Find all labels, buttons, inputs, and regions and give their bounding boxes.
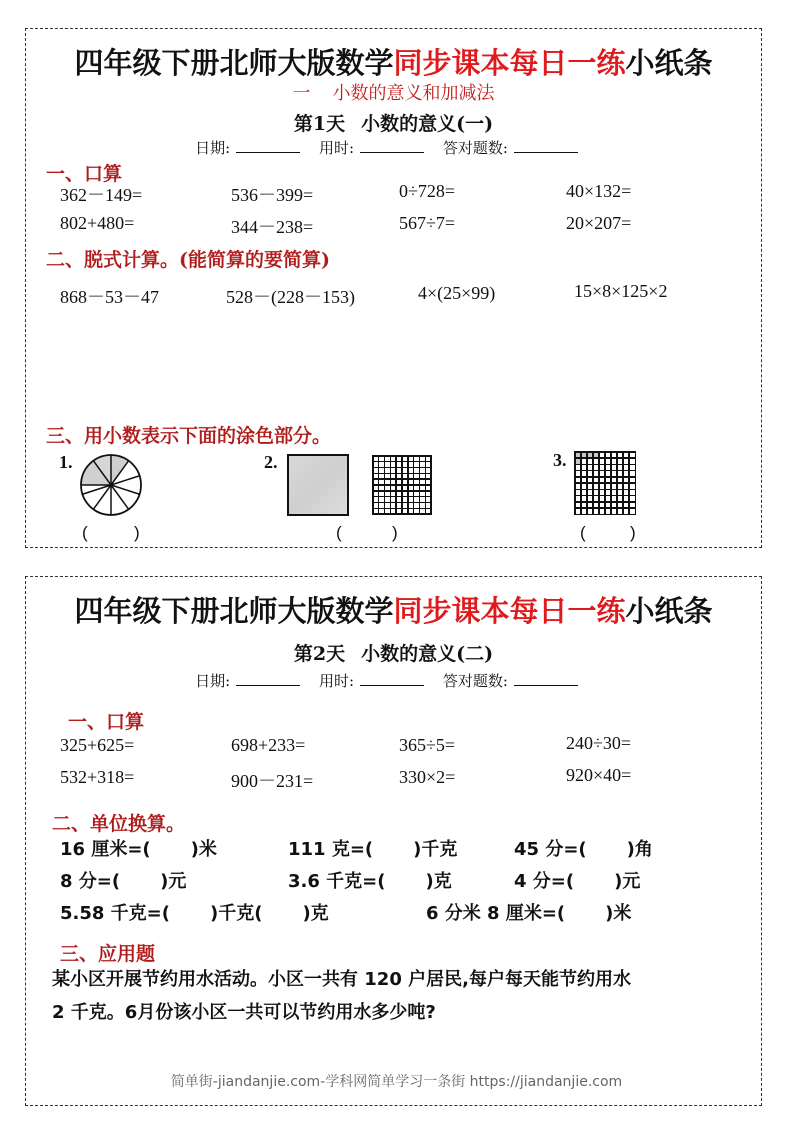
- grid-cell: [618, 509, 623, 514]
- grid-cell: [426, 492, 430, 496]
- grid-cell: [582, 478, 587, 483]
- grid-cell: [385, 462, 389, 466]
- grid-cell: [426, 503, 430, 507]
- grid-cell: [374, 474, 378, 478]
- grid-cell: [606, 465, 611, 470]
- grid-cell: [588, 453, 593, 458]
- grid-cell: [374, 457, 378, 461]
- step-calc-item: 868－53－47: [60, 287, 159, 307]
- grid-cell: [397, 468, 401, 472]
- grid-cell: [391, 503, 395, 507]
- grid-cell: [414, 503, 418, 507]
- grid-cell: [379, 480, 383, 484]
- grid-cell: [420, 509, 424, 513]
- grid-cell: [403, 492, 407, 496]
- meta-row: [26, 670, 761, 691]
- grid-cell: [426, 462, 430, 466]
- worksheet-banner: [26, 41, 761, 82]
- grid-10x10-figure: [372, 455, 432, 515]
- grid-10x10-shaded-figure: [574, 451, 636, 515]
- grid-cell: [403, 509, 407, 513]
- grid-cell: [576, 503, 581, 508]
- grid-cell: [414, 497, 418, 501]
- grid-cell: [612, 465, 617, 470]
- grid-cell: [582, 465, 587, 470]
- grid-cell: [374, 486, 378, 490]
- grid-cell: [606, 484, 611, 489]
- day-title: [26, 639, 761, 666]
- unit-name: 小数的意义和加减法: [332, 83, 495, 104]
- grid-cell: [403, 462, 407, 466]
- date-blank[interactable]: [236, 139, 300, 153]
- grid-cell: [385, 492, 389, 496]
- grid-cell: [397, 509, 401, 513]
- grid-cell: [374, 492, 378, 496]
- grid-cell: [624, 471, 629, 476]
- grid-cell: [606, 509, 611, 514]
- day-title: [26, 109, 761, 136]
- grid-cell: [403, 503, 407, 507]
- answer-paren-open: (: [82, 523, 88, 542]
- grid-cell: [403, 457, 407, 461]
- banner-highlight: 同步课本每日一练: [393, 594, 626, 628]
- grid-cell: [582, 490, 587, 495]
- grid-cell: [612, 484, 617, 489]
- grid-cell: [414, 462, 418, 466]
- answer-paren-close: ): [134, 523, 140, 542]
- grid-cell: [612, 478, 617, 483]
- grid-cell: [600, 484, 605, 489]
- grid-cell: [391, 468, 395, 472]
- grid-cell: [582, 459, 587, 464]
- grid-cell: [379, 457, 383, 461]
- answer-paren-open: (: [580, 523, 586, 542]
- section-step-calc-heading: 二、脱式计算。(能简算的要简算): [46, 249, 330, 271]
- grid-cell: [576, 471, 581, 476]
- calc-item: 532+318=: [60, 767, 135, 787]
- grid-cell: [379, 492, 383, 496]
- grid-cell: [576, 509, 581, 514]
- grid-cell: [409, 480, 413, 484]
- grid-cell: [409, 474, 413, 478]
- grid-cell: [374, 462, 378, 466]
- grid-cell: [588, 503, 593, 508]
- grid-cell: [426, 474, 430, 478]
- banner-highlight: 同步课本每日一练: [393, 46, 626, 80]
- grid-cell: [409, 486, 413, 490]
- answer-paren-close: ): [630, 523, 636, 542]
- grid-cell: [612, 459, 617, 464]
- grid-cell: [606, 490, 611, 495]
- grid-cell: [403, 468, 407, 472]
- conversion-item: 8 分=( )元: [60, 871, 187, 892]
- answer-paren-open: (: [336, 523, 342, 542]
- grid-cell: [624, 484, 629, 489]
- grid-cell: [426, 509, 430, 513]
- grid-cell: [612, 509, 617, 514]
- grid-cell: [630, 496, 635, 501]
- grid-cell: [588, 496, 593, 501]
- grid-cell: [594, 503, 599, 508]
- word-problem-line: 2 千克。6月份该小区一共可以节约用水多少吨?: [52, 1002, 436, 1023]
- grid-cell: [600, 471, 605, 476]
- calc-item: 20×207=: [566, 213, 632, 233]
- grid-cell: [606, 496, 611, 501]
- figure-3-label: 3.: [553, 450, 567, 470]
- grid-cell: [576, 484, 581, 489]
- calc-item: 330×2=: [399, 767, 456, 787]
- grid-cell: [600, 496, 605, 501]
- grid-cell: [397, 480, 401, 484]
- calc-item: 802+480=: [60, 213, 135, 233]
- time-label: 用时:: [318, 139, 355, 157]
- fully-shaded-square: [287, 454, 349, 516]
- grid-cell: [420, 480, 424, 484]
- grid-cell: [588, 490, 593, 495]
- grid-cell: [624, 465, 629, 470]
- grid-cell: [403, 486, 407, 490]
- section-word-problem-heading: 三、应用题: [60, 943, 156, 965]
- grid-cell: [426, 457, 430, 461]
- grid-cell: [426, 486, 430, 490]
- grid-cell: [379, 468, 383, 472]
- time-label: 用时:: [318, 672, 355, 690]
- grid-cell: [426, 480, 430, 484]
- grid-cell: [582, 503, 587, 508]
- grid-cell: [420, 457, 424, 461]
- grid-cell: [588, 509, 593, 514]
- calc-item: 698+233=: [231, 735, 306, 755]
- grid-cell: [409, 462, 413, 466]
- grid-cell: [397, 503, 401, 507]
- grid-cell: [594, 496, 599, 501]
- grid-cell: [594, 478, 599, 483]
- answer-paren-close: ): [392, 523, 398, 542]
- step-calc-item: 4×(25×99): [418, 283, 496, 303]
- grid-cell: [420, 486, 424, 490]
- grid-cell: [391, 462, 395, 466]
- grid-cell: [618, 465, 623, 470]
- worksheet-card-day1: [25, 28, 762, 548]
- grid-cell: [630, 459, 635, 464]
- site-watermark: 简单街-jiandanjie.com-学科网简单学习一条街 https://jiandanjie.com: [170, 1074, 623, 1090]
- grid-cell: [588, 459, 593, 464]
- date-blank[interactable]: [236, 672, 300, 686]
- grid-cell: [576, 478, 581, 483]
- correct-count-blank[interactable]: [514, 139, 578, 153]
- correct-count-label: 答对题数:: [442, 672, 508, 690]
- grid-cell: [420, 503, 424, 507]
- calc-item: 536－399=: [231, 185, 314, 205]
- grid-cell: [385, 468, 389, 472]
- grid-cell: [385, 503, 389, 507]
- grid-cell: [600, 453, 605, 458]
- grid-cell: [606, 453, 611, 458]
- grid-cell: [409, 497, 413, 501]
- grid-cell: [624, 490, 629, 495]
- grid-cell: [630, 465, 635, 470]
- grid-cell: [391, 480, 395, 484]
- word-problem-text: [52, 963, 741, 1029]
- day-topic: 小数的意义(一): [361, 113, 494, 135]
- grid-cell: [624, 478, 629, 483]
- meta-row: [26, 137, 761, 158]
- grid-cell: [612, 490, 617, 495]
- calc-item: 365÷5=: [399, 735, 456, 755]
- grid-cell: [576, 453, 581, 458]
- grid-cell: [600, 509, 605, 514]
- grid-cell: [594, 490, 599, 495]
- grid-cell: [414, 474, 418, 478]
- calc-item: 362－149=: [60, 185, 143, 205]
- grid-cell: [588, 478, 593, 483]
- grid-cell: [391, 474, 395, 478]
- grid-cell: [600, 478, 605, 483]
- grid-cell: [414, 457, 418, 461]
- grid-cell: [379, 462, 383, 466]
- grid-cell: [397, 486, 401, 490]
- grid-cell: [594, 459, 599, 464]
- grid-cell: [576, 496, 581, 501]
- date-label: 日期:: [195, 672, 231, 690]
- grid-cell: [624, 459, 629, 464]
- calc-item: 0÷728=: [399, 181, 456, 201]
- calc-item: 325+625=: [60, 735, 135, 755]
- grid-cell: [409, 492, 413, 496]
- calc-item: 900－231=: [231, 771, 314, 791]
- grid-cell: [576, 490, 581, 495]
- conversion-item: 5.58 千克=( )千克( )克: [60, 903, 329, 924]
- grid-cell: [618, 478, 623, 483]
- grid-cell: [374, 503, 378, 507]
- section-unit-conversion-heading: 二、单位换算。: [52, 813, 186, 835]
- word-problem-line: 某小区开展节约用水活动。小区一共有 120 户居民,每户每天能节约用水: [52, 969, 631, 990]
- calc-item: 567÷7=: [399, 213, 456, 233]
- grid-cell: [403, 474, 407, 478]
- grid-cell: [420, 497, 424, 501]
- grid-cell: [582, 484, 587, 489]
- grid-cell: [414, 468, 418, 472]
- step-calc-item: 528－(228－153): [226, 287, 355, 307]
- grid-cell: [606, 478, 611, 483]
- grid-cell: [385, 509, 389, 513]
- grid-cell: [630, 453, 635, 458]
- calc-item: 240÷30=: [566, 733, 632, 753]
- grid-cell: [582, 509, 587, 514]
- grid-cell: [391, 497, 395, 501]
- conversion-item: 45 分=( )角: [514, 839, 653, 860]
- correct-count-blank[interactable]: [514, 672, 578, 686]
- correct-count-label: 答对题数:: [442, 139, 508, 157]
- grid-cell: [385, 474, 389, 478]
- time-blank[interactable]: [360, 139, 424, 153]
- grid-cell: [374, 468, 378, 472]
- grid-cell: [420, 462, 424, 466]
- grid-cell: [379, 509, 383, 513]
- grid-cell: [414, 509, 418, 513]
- figure-1-label: 1.: [59, 452, 73, 472]
- grid-cell: [385, 486, 389, 490]
- grid-cell: [606, 503, 611, 508]
- unit-number: 一: [292, 83, 311, 104]
- grid-cell: [606, 471, 611, 476]
- time-blank[interactable]: [360, 672, 424, 686]
- grid-cell: [379, 474, 383, 478]
- grid-cell: [576, 459, 581, 464]
- grid-cell: [397, 474, 401, 478]
- grid-cell: [588, 471, 593, 476]
- grid-cell: [397, 462, 401, 466]
- grid-cell: [426, 497, 430, 501]
- grid-cell: [624, 496, 629, 501]
- section-oral-calc-heading: 一、口算: [46, 163, 123, 185]
- grid-cell: [420, 474, 424, 478]
- grid-cell: [385, 480, 389, 484]
- grid-cell: [414, 492, 418, 496]
- figure-2-label: 2.: [264, 452, 278, 472]
- grid-cell: [612, 471, 617, 476]
- grid-cell: [403, 497, 407, 501]
- circle-10-sector-figure: [79, 453, 143, 517]
- calc-item: 920×40=: [566, 765, 632, 785]
- grid-cell: [582, 496, 587, 501]
- grid-cell: [397, 492, 401, 496]
- grid-cell: [409, 503, 413, 507]
- grid-cell: [420, 492, 424, 496]
- grid-cell: [612, 453, 617, 458]
- grid-cell: [624, 509, 629, 514]
- grid-cell: [618, 459, 623, 464]
- grid-cell: [588, 484, 593, 489]
- grid-cell: [594, 471, 599, 476]
- grid-cell: [624, 503, 629, 508]
- grid-cell: [600, 503, 605, 508]
- grid-cell: [397, 497, 401, 501]
- grid-cell: [600, 490, 605, 495]
- grid-cell: [374, 509, 378, 513]
- banner-prefix: 四年级下册北师大版数学: [74, 594, 394, 628]
- grid-cell: [385, 457, 389, 461]
- grid-cell: [409, 457, 413, 461]
- day-topic: 小数的意义(二): [361, 643, 494, 665]
- grid-cell: [618, 490, 623, 495]
- grid-cell: [582, 471, 587, 476]
- grid-cell: [403, 480, 407, 484]
- grid-cell: [576, 465, 581, 470]
- grid-cell: [618, 484, 623, 489]
- grid-cell: [379, 486, 383, 490]
- grid-cell: [618, 471, 623, 476]
- grid-cell: [409, 509, 413, 513]
- grid-cell: [385, 497, 389, 501]
- grid-cell: [630, 490, 635, 495]
- grid-cell: [391, 509, 395, 513]
- conversion-item: 4 分=( )元: [514, 871, 641, 892]
- grid-cell: [600, 465, 605, 470]
- grid-cell: [630, 478, 635, 483]
- grid-cell: [426, 468, 430, 472]
- grid-cell: [397, 457, 401, 461]
- section-oral-calc-heading: 一、口算: [68, 711, 145, 733]
- grid-cell: [582, 453, 587, 458]
- grid-cell: [391, 457, 395, 461]
- unit-title: [26, 79, 761, 105]
- calc-item: 40×132=: [566, 181, 632, 201]
- banner-suffix: 小纸条: [625, 46, 713, 80]
- date-label: 日期:: [195, 139, 231, 157]
- conversion-item: 16 厘米=( )米: [60, 839, 217, 860]
- banner-prefix: 四年级下册北师大版数学: [74, 46, 394, 80]
- grid-cell: [414, 486, 418, 490]
- grid-cell: [630, 503, 635, 508]
- grid-cell: [612, 496, 617, 501]
- grid-cell: [612, 503, 617, 508]
- calc-item: 344－238=: [231, 217, 314, 237]
- grid-cell: [379, 497, 383, 501]
- grid-cell: [624, 453, 629, 458]
- conversion-item: 3.6 千克=( )克: [288, 871, 452, 892]
- grid-cell: [391, 492, 395, 496]
- grid-cell: [630, 509, 635, 514]
- grid-cell: [618, 503, 623, 508]
- grid-cell: [374, 497, 378, 501]
- grid-cell: [594, 509, 599, 514]
- grid-cell: [594, 484, 599, 489]
- banner-suffix: 小纸条: [625, 594, 713, 628]
- conversion-item: 6 分米 8 厘米=( )米: [426, 903, 632, 924]
- grid-cell: [420, 468, 424, 472]
- grid-cell: [374, 480, 378, 484]
- section-shaded-decimal-heading: 三、用小数表示下面的涂色部分。: [46, 425, 332, 447]
- conversion-item: 111 克=( )千克: [288, 839, 458, 860]
- grid-cell: [606, 459, 611, 464]
- grid-cell: [618, 453, 623, 458]
- grid-cell: [594, 465, 599, 470]
- day-label: 第2天: [293, 643, 346, 665]
- worksheet-card-day2: [25, 576, 762, 1106]
- grid-cell: [594, 453, 599, 458]
- grid-cell: [618, 496, 623, 501]
- grid-cell: [600, 459, 605, 464]
- grid-cell: [414, 480, 418, 484]
- worksheet-banner: [26, 589, 761, 630]
- grid-cell: [630, 471, 635, 476]
- grid-cell: [409, 468, 413, 472]
- grid-cell: [630, 484, 635, 489]
- grid-cell: [379, 503, 383, 507]
- grid-cell: [391, 486, 395, 490]
- day-label: 第1天: [293, 113, 346, 135]
- step-calc-item: 15×8×125×2: [574, 281, 668, 301]
- grid-cell: [588, 465, 593, 470]
